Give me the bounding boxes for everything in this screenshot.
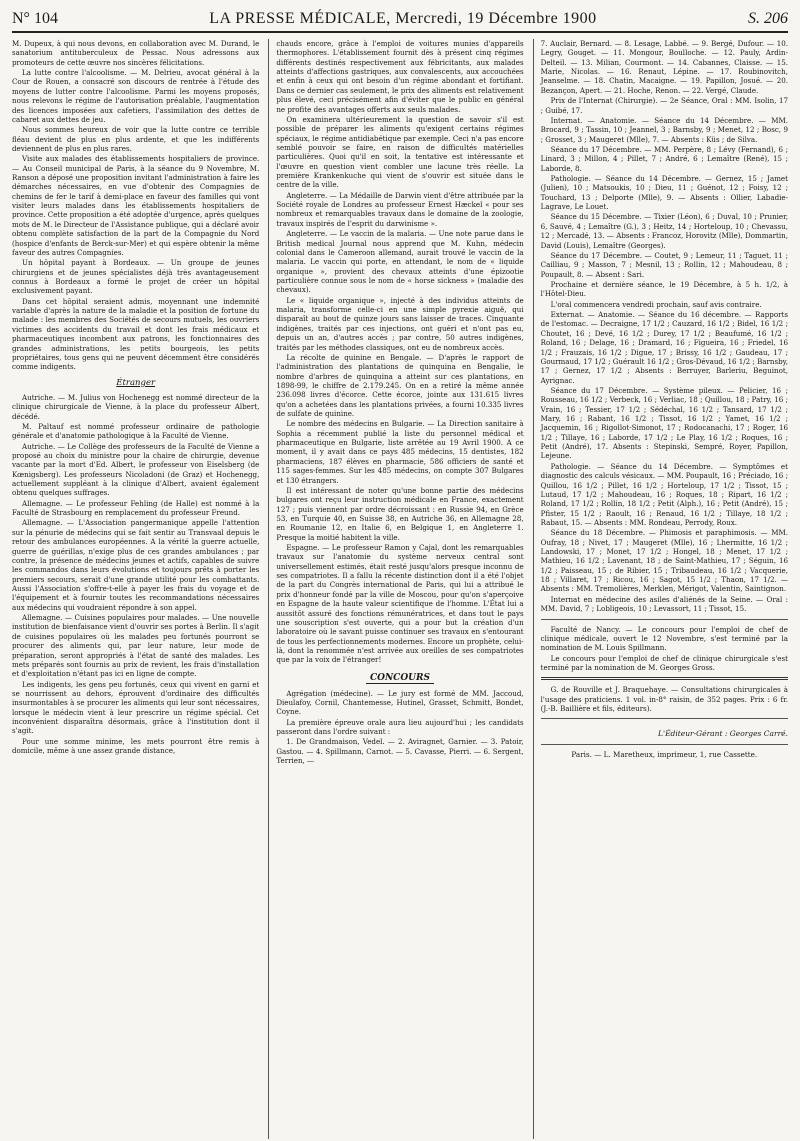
editor-credit: L'Éditeur-Gérant : Georges Carré. xyxy=(658,729,788,739)
paragraph: Séance du 17 Décembre. — Coutet, 9 ; Lemeur, 11 ; Taguet, 11 ; Cailliau, 9 ; Masson, 7 ; Mesnil, 13 ; Rollin, 12 ; Mahoudeau, 8 ; Poupault, 8. — Absent : Sari. xyxy=(540,250,788,279)
divider xyxy=(541,718,788,719)
paragraph: M. Dupeux, à qui nous devons, en collaboration avec M. Durand, le sanatorium antituberculeux de Pessac. Nous adressons aux promoteurs de cette œuvre nos sincères félicitations. xyxy=(12,39,260,67)
paragraph: La lutte contre l'alcoolisme. — M. Delrieu, avocat général à la Cour de Rouen, a consacré son discours de rentrée à l'étude des moyens de lutter contre l'alcoolisme. Parmi les moyens proposés, nous relevons le régime de l'autorisation préalable, l'augmentation des licences imposées aux cafetiers, l'assimilation des dettes de cabaret aux dettes de jeu. xyxy=(12,68,260,124)
concours-title: CONCOURS xyxy=(366,673,434,684)
paragraph: Séance du 15 Décembre. — Tixier (Léon), 6 ; Duval, 10 ; Prunier, 6, Sauvé, 4 ; Lemaître (G.), 3 ; Heitz, 14 ; Horteloup, 10 ; Chevassu, 12 ; Mercadé, 13. — Absents : Francoz, Horovitz (Mlle), Dommartin, David (Louis), Lemaître (Georges). xyxy=(540,212,788,250)
page-number: S. 206 xyxy=(748,10,788,27)
paragraph: chauds encore, grâce à l'emploi de voitures munies d'appareils thermophores. L'établissement fournit dès à présent cinq régimes différents destinés respectivement aux fébricitants, aux malades atteints d'affections gastriques, aux convalescents, aux accouchées et enfin à ceux qui ont besoin d'un régime abondant et fortifiant. Dans ce dernier cas seulement, le prix des aliments est relativement plus élevé, ceci précisément afin d'éviter que le public en général ne profite des avantages offerts aux seuls malades. xyxy=(276,39,524,114)
paragraph: Pour une somme minime, les mets pourront être remis à domicile, même à une assez grande distance, xyxy=(12,736,260,756)
paragraph: Internat en médecine des asiles d'aliénés de la Seine. — Oral : MM. David, 7 ; Lobligeois, 10 ; Levassort, 11 ; Tissot, 15. xyxy=(540,594,788,614)
paragraph: Autriche. — M. Julius von Hochenegg est nommé directeur de la clinique chirurgicale de Vienne, à la place du professeur Albert, décédé. xyxy=(12,392,260,421)
paragraph: Un hôpital payant à Bordeaux. — Un groupe de jeunes chirurgiens et de jeunes spécialistes déjà très avantageusement connus à Bordeaux a formé le projet de créer un hôpital exclusivement payant. xyxy=(12,258,260,296)
paragraph: Externat. — Anatomie. — Séance du 16 décembre. — Rapports de l'estomac. — Decraigne, 17 1/2 ; Cauzard, 16 1/2 ; Bidel, 16 1/2 ; Choutet, 16 ; Devé, 16 1/2 ; Durey, 17 1/2 ; Beaufumé, 16 1/2 ; Roland, 16 ; Delage, 16 ; Dramard, 16 ; Figueira, 16 ; Friedel, 16 1/2 ; Frauzais, 16 1/2 ; Digue, 17 ; Brissy, 16 1/2 ; Gaudeau, 17 ; Gourmaud, 17 1/2 ; Guérault 16 1/2 ; Gros-Dévaud, 16 1/2 ; Barnsby, 17 ; Gernez, 17 1/2 ; Absents : Berruyer, Barleriu, Beguinot, Ayrignac. xyxy=(540,310,788,385)
column-1 xyxy=(12,39,259,1139)
book-advertisement: G. de Rouville et J. Braquehaye. — Consultations chirurgicales à l'usage des praticiens. 1 vol. in-8° raisin, de 352 pages. Prix : 6 fr. (J.-B. Baillière et fils, éditeurs). xyxy=(540,685,788,714)
paragraph: Dans cet hôpital seraient admis, moyennant une indemnité variable d'après la nature de la maladie et la position de fortune du malade : les membres des Sociétés de secours mutuels, les ouvriers victimes des accidents du travail et dont les frais médicaux et pharmaceutiques incombent aux patrons, les fonctionnaires des grandes administrations, les petits bourgeois, les petits propriétaires, tous gens qui ne peuvent décemment être considérés comme indigents. xyxy=(12,296,260,372)
paragraph: La première épreuve orale aura lieu aujourd'hui ; les candidats passeront dans l'ordre suivant : xyxy=(276,717,524,737)
paragraph: Pathologie. — Séance du 14 Décembre. — Gernez, 15 ; Jamet (Julien), 10 ; Matsoukis, 10 ; Dieu, 11 ; Guénot, 12 ; Foisy, 12 ; Touchard, 13 ; Delporte (Mlle), 9. — Absents : Ollier, Labadie-Lagrave, Le Louet. xyxy=(540,174,788,212)
paragraph: Prochaine et dernière séance, le 19 Décembre, à 5 h. 1/2, à l'Hôtel-Dieu. xyxy=(540,279,788,299)
paragraph: Agrégation (médecine). — Le jury est formé de MM. Jaccoud, Dieulafoy, Cornil, Chantemesse, Hutinel, Grasset, Schmitt, Bondet, Coyne. xyxy=(276,688,524,717)
printer-credit: Paris. — L. Maretheux, imprimeur, 1, rue Cassette. xyxy=(571,750,758,760)
paragraph: Nous sommes heureux de voir que la lutte contre ce terrible fléau devient de plus en plus ardente, et que les indifférents deviennent de plus en plus rares. xyxy=(12,125,260,153)
divider xyxy=(541,619,788,620)
column-3 xyxy=(533,39,788,1139)
paragraph: Angleterre. — La Médaille de Darwin vient d'être attribuée par la Société royale de Londres au professeur Ernest Hæckel « pour ses nombreux et remarquables travaux dans le domaine de la zoologie, travaux inspirés de l'esprit du darwinisme ». xyxy=(276,190,524,228)
paragraph: Faculté de Nancy. — Le concours pour l'emploi de chef de clinique médicale, ouvert le 12 Novembre, s'est terminé par la nomination de M. Louis Spillmann. xyxy=(540,624,788,653)
paragraph: La récolte de quinine en Bengale. — D'après le rapport de l'administration des plantations de quinquina en Bengalie, le nombre d'arbres de quinquina a atteint sur ces plantations, en 1898-99, le chiffre de 2.179.245. On en a retiré la même année 236.098 livres d'écorce. Cette écorce, jointe aux 131.615 livres qu'on a achetées dans les plantations privées, a fourni 10.335 livres de sulfate de quinine. xyxy=(276,352,524,419)
paragraph: Séance du 18 Décembre. — Phimosis et paraphimosis. — MM. Oufray, 18 ; Nivet, 17 ; Maugeret (Mlle), 16 ; Lhermitte, 16 1/2 ; Landowski, 17 ; Monet, 17 1/2 ; Hongel, 18 ; Menet, 17 1/2 ; Mathieu, 16 1/2 ; Lavenant, 18 ; de Saint-Mathieu, 17 ; Séguin, 16 1/2 ; Paisseau, 15 ; de Ribier, 15 ; Tribaudeau, 16 1/2 ; Vacquerie, 18 ; Villaret, 17 ; Ricou, 16 ; Sagot, 15 1/2 ; Thaon, 17 1/2. — Absents : MM. Tremolières, Merklen, Mérigot, Valentin, Saintignon. xyxy=(540,528,788,594)
masthead xyxy=(12,10,788,33)
paragraph: Allemagne. — Le professeur Fehling (de Halle) est nommé à la Faculté de Strasbourg en remplacement du professeur Freund. xyxy=(12,498,260,518)
paragraph: Le « liquide organique », injecté à des individus atteints de malaria, transforme celle-ci en une simple pyrexie aiguë, qui disparaît au bout de quinze jours sans laisser de traces. Cinquante indigènes, traités par ces injections, ont guéri et n'ont pas eu, depuis un an, d'autres accès ; par contre, 50 autres indigènes, traités par les méthodes classiques, ont eu de nombreux accès. xyxy=(276,295,524,352)
paragraph: Prix de l'Internat (Chirurgie). — 2e Séance, Oral : MM. Isolin, 17 ; Guibé, 17. xyxy=(540,96,788,115)
paragraph: Visite aux malades des établissements hospitaliers de province. — Au Conseil municipal de Paris, à la séance du 9 Novembre, M. Ranson a déposé une proposition invitant l'administration à faire les démarches nécessaires, en vue d'obtenir des Compagnies de chemins de fer le tarif à demi-place en faveur des familles qui vont visiter leurs malades dans les établissements hospitaliers de province. Cette proposition a été adoptée d'urgence, après quelques mots de M. le Directeur de l'Assistance publique, qui a déclaré avoir obtenu complète satisfaction de la part de la Compagnie du Nord (hospice d'enfants de Berck-sur-Mer) et qui espère obtenir la même faveur des autres Compagnies. xyxy=(12,154,260,257)
paragraph: On examinera ultérieurement la question de savoir s'il est possible de préparer les aliments qu'exigent certains régimes spéciaux, le régime antidiabétique par exemple. Ceci n'a pas encore semblé pouvoir se faire, en raison de difficultés matérielles particulières. Quoi qu'il en soit, la tentative est intéressante et l'œuvre en question vient combler une lacune très réelle. La première Krankenkuche qui vient de s'ouvrir est située dans le centre de la ville. xyxy=(276,114,524,190)
paragraph: Internat. — Anatomie. — Séance du 14 Décembre. — MM. Brocard, 9 ; Tassin, 10 ; Jeannel, 3 ; Barnsby, 9 ; Menet, 12 ; Bosc, 9 ; Grosset, 3 ; Maugeret (Mlle), 7. — Absents : Küs ; de Silva. xyxy=(540,115,788,144)
section-heading-concours xyxy=(276,673,523,685)
paragraph: Séance du 17 Décembre. — MM. Perpère, 8 ; Lévy (Fernand), 6 ; Linard, 3 ; Millon, 4 ; Pillet, 7 ; André, 6 ; Lemaître (René), 15 ; Laborde, 8. xyxy=(540,144,788,173)
section-heading-etranger: Étranger xyxy=(116,377,156,388)
paragraph: 7. Auclair, Bernard. — 8. Lesage, Labbé. — 9. Bergé, Dufour. — 10. Legry, Gouget. — 11. Mongour, Boulloche. — 12. Pauly, Ardin-Delteil. — 13. Milian, Courmont. — 14. Cabannes, Claisse. — 15. Marie, Nicolas. — 16. Renaut, Lépine. — 17. Roubinovitch, Jeanselme. — 18. Chatin, Macaigne. — 19. Papillon, Josué. — 20. Bezançon, Apert. — 21. Hoche, Renon. — 22. Vergé, Claude. xyxy=(540,39,788,95)
divider xyxy=(541,677,788,680)
columns xyxy=(12,39,788,1139)
newspaper-title: LA PRESSE MÉDICALE, Mercredi, 19 Décembre 1900 xyxy=(209,10,597,27)
paragraph: L'oral commencera vendredi prochain, sauf avis contraire. xyxy=(550,299,762,309)
paragraph: Espagne. — Le professeur Ramon y Cajal, dont les remarquables travaux sur l'anatomie du système nerveux central sont universellement estimés, était resté jusqu'alors presque inconnu de ses compatriotes. Il a fallu la récente distinction dont il a été l'objet de la part du Congrès international de Paris, qui lui a attribué le prix d'honneur fondé par la ville de Moscou, pour qu'on s'aperçoive en Espagne de la haute valeur scientifique de l'homme. L'État lui a aussitôt assuré des fonctions rémunératrices, et dans tout le pays une souscription s'est ouverte, qui a pour but la création d'un laboratoire où le savant puisse continuer ses travaux en s'entourant de tous les perfectionnements modernes. Encore un prophète, celui-là, dont la renommée n'est arrivée aux oreilles de ses compatriotes que par la voix de l'étranger! xyxy=(276,543,524,665)
paragraph: Angleterre. — Le vaccin de la malaria. — Une note parue dans le British medical Journal nous apprend que M. Kuhn, médecin colonial dans le Cameroon allemand, aurait trouvé le vaccin de la malaria. Le vaccin qui porte, en attendant, le nom de « liquide organique », provient des chevaux atteints d'une épizootie particulière connue sous le nom de « horse sickness » (maladie des chevaux). xyxy=(276,229,524,295)
column-2 xyxy=(268,39,523,1139)
paragraph: Le concours pour l'emploi de chef de clinique chirurgicale s'est terminé par la nomination de M. Georges Gross. xyxy=(540,653,788,672)
paragraph: Autriche. — Le Collège des professeurs de la Faculté de Vienne a proposé au choix du ministre pour la chaire de chirurgie, devenue vacante par la mort d'Ed. Albert, le professeur von Eiselsberg (de Kœnigsberg). Les professeurs Nicoladoni (de Graz) et Hochenegg, actuellement suppléant à la clinique d'Albert, avaient également obtenu quelques suffrages. xyxy=(12,441,260,498)
paragraph: Pathologie. — Séance du 14 Décembre. — Symptômes et diagnostic des calculs vésicaux. — MM. Poupault, 16 ; Préciado, 16 ; Quillou, 16 1/2 ; Pillet, 16 1/2 ; Horteloup, 17 1/2 ; Tissot, 15 ; Lutaud, 17 1/2 ; Mahoudeau, 16 ; Roques, 18 ; Ripart, 16 1/2 ; Roland, 17 1/2 ; Rollin, 18 1/2 ; Petit (Alph.), 16 ; Petit (André), 15 ; Pfister, 15 1/2 ; Raoult, 16 ; Renaud, 16 1/2 ; Tillaye, 18 1/2 ; Rabaut, 15. — Absents : MM. Rondeau, Perrody, Roux. xyxy=(540,461,788,527)
paragraph: M. Paltauf est nommé professeur ordinaire de pathologie générale et d'anatomie pathologique à la Faculté de Vienne. xyxy=(12,421,260,441)
paragraph: Allemagne. — Cuisines populaires pour malades. — Une nouvelle institution de bienfaisance vient d'ouvrir ses portes à Berlin. Il s'agit de cuisines populaires où les malades peu fortunés pourront se procurer des aliments qui, par leur nature, leur mode de préparation, seront appropriés à l'état de santé des malades. Les mets préparés sont fournis au prix de revient, les frais d'installation et d'exploitation n'étant pas ici en ligne de compte. xyxy=(12,613,260,679)
divider xyxy=(541,744,788,745)
paragraph: Séance du 17 Décembre. — Système pileux. — Pelicier, 16 ; Rousseau, 16 1/2 ; Verbeck, 16 ; Verliac, 18 ; Quillou, 18 ; Patry, 16 ; Vrain, 16 ; Tessier, 17 1/2 ; Sédéchal, 16 1/2 ; Tansard, 17 1/2 ; Mary, 16 ; Rabant, 16 1/2 ; Tissot, 16 1/2 ; Yamet, 16 1/2 ; Jacquemin, 16 ; Rigollot-Simonot, 17 ; Rodocanachi, 17 ; Roger, 16 1/2 ; Tillaye, 16 ; Laborde, 17 1/2 ; Le Play, 16 1/2 ; Roques, 16 ; Petit (André), 17. Absents : Stepinski, Sempré, Royer, Papillon, Lejeune. xyxy=(540,385,788,461)
paragraph: Il est intéressant de noter qu'une bonne partie des médecins bulgares ont reçu leur instruction médicale en France, exactement 127 ; puis viennent par ordre décroissant : en Russie 94, en Grèce 53, en Turquie 40, en Suisse 38, en Autriche 36, en Allemagne 28, en Roumanie 12, en Italie 6, en Belgique 1, en Angleterre 1. Presque la moitié habitent la ville. xyxy=(276,485,524,542)
issue-number: N° 104 xyxy=(12,10,58,27)
paragraph: 1. De Grandmaison, Vedel. — 2. Aviragnet, Garnier. — 3. Patoir, Gastou. — 4. Spillmann, Carnot. — 5. Cavasse, Pierri. — 6. Sergent, Terrien, — xyxy=(276,737,524,766)
paragraph: Allemagne. — L'Association pangermanique appelle l'attention sur la pénurie de médecins qui se fait sentir au Transvaal depuis le retour des ambulances européennes. A la vérité la guerre actuelle, guerre de guérillas, n'exige plus de ces grandes ambulances ; par contre, la présence de médecins jeunes et actifs, capables de suivre les commandos dans leurs évolutions et toujours prêts à porter les premiers secours, serait d'une grande utilité pour les combattants. Aussi l'Association s'offre-t-elle à payer les frais du voyage et de l'équipement et à fournir toutes les recommandations nécessaires aux médecins qui voudraient répondre à son appel. xyxy=(12,518,260,612)
paragraph: Les indigents, les gens peu fortunés, ceux qui vivent en garni et se nourrissent au dehors, éprouvent d'ordinaire des difficultés insurmontables à se procurer les aliments qui leur sont nécessaires, lorsque le médecin vient à leur prescrire un régime spécial. Cet inconvénient disparaîtra désormais, grâce à l'institution dont il s'agit. xyxy=(12,679,260,736)
paragraph: Le nombre des médecins en Bulgarie. — La Direction sanitaire à Sophia a récemment publié la liste du personnel médical et pharmaceutique en Bulgarie, liste arrêtée au 19 Avril 1900. A ce moment, il y avait dans ce pays 485 médecins, 15 dentistes, 182 pharmaciens, 187 élèves en pharmacie, 586 officiers de santé et 115 sages-femmes. Sur les 485 médecins, on compte 307 Bulgares et 130 étrangers. xyxy=(276,419,524,485)
